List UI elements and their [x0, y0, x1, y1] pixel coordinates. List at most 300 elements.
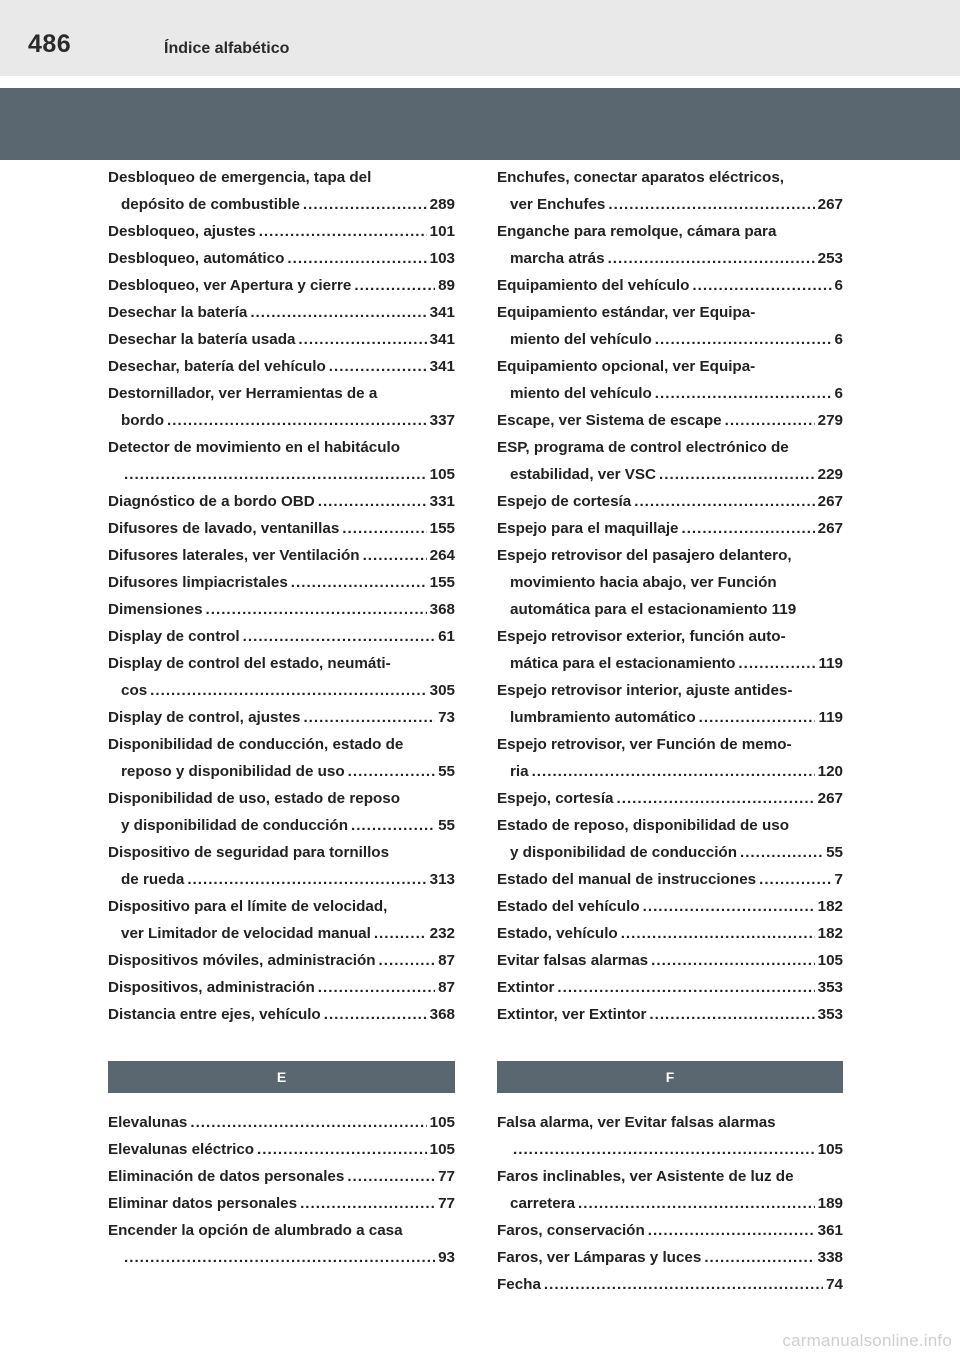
- index-term: Desechar la batería usada: [108, 331, 296, 348]
- index-line: [497, 272, 843, 299]
- page-ref: 119: [818, 655, 843, 672]
- index-entry: [497, 785, 843, 812]
- index-entry: [108, 569, 455, 596]
- dot-leader: [329, 353, 427, 380]
- index-line: [497, 785, 843, 812]
- page-ref: 267: [817, 493, 843, 510]
- dot-leader: [655, 380, 832, 407]
- index-term: Dimensiones: [108, 601, 203, 618]
- index-term: Detector de movimiento en el habitáculo: [108, 439, 400, 456]
- dot-leader: [759, 866, 831, 893]
- index-entry: [108, 1136, 455, 1163]
- index-entry: [497, 812, 843, 866]
- index-line: [108, 839, 455, 866]
- index-entry: [108, 353, 455, 380]
- page-ref: 264: [429, 547, 455, 564]
- index-line: [108, 434, 455, 461]
- index-line: [497, 407, 843, 434]
- index-term: carretera: [510, 1195, 576, 1212]
- index-group: [497, 164, 843, 1028]
- index-entry: [497, 920, 843, 947]
- page-ref: 353: [817, 979, 843, 996]
- page-ref: 105: [429, 466, 455, 483]
- dot-leader: [608, 191, 814, 218]
- dot-leader: [300, 1190, 435, 1217]
- page-ref: 267: [817, 520, 843, 537]
- index-line: [108, 569, 455, 596]
- index-entry: [108, 164, 455, 218]
- index-line: [497, 1217, 843, 1244]
- index-line: [108, 1109, 455, 1136]
- index-line: [108, 515, 455, 542]
- dot-leader: [348, 758, 435, 785]
- index-line: [497, 542, 843, 569]
- index-term: Dispositivos móviles, administración: [108, 952, 376, 969]
- index-line: [497, 677, 843, 704]
- index-term: Equipamiento estándar, ver Equipa-: [497, 304, 756, 321]
- index-line: [497, 1190, 843, 1217]
- index-term: mática para el estacionamiento: [510, 655, 736, 672]
- page-ref: 6: [834, 331, 843, 348]
- index-line: [497, 1271, 843, 1298]
- index-line: [497, 596, 843, 623]
- dot-leader: [259, 218, 427, 245]
- dot-leader: [513, 1136, 815, 1163]
- index-entry: [108, 272, 455, 299]
- index-line: [497, 380, 843, 407]
- index-term: cos: [121, 682, 148, 699]
- dot-leader: [167, 407, 427, 434]
- index-term: Disponibilidad de uso, estado de reposo: [108, 790, 400, 807]
- dot-leader: [659, 461, 815, 488]
- index-entry: [497, 947, 843, 974]
- index-entry: [497, 677, 843, 731]
- index-line: [108, 488, 455, 515]
- letter-heading: E: [108, 1061, 455, 1093]
- index-line: [108, 164, 455, 191]
- index-term: Difusores de lavado, ventanillas: [108, 520, 340, 537]
- dot-leader: [617, 785, 815, 812]
- dot-leader: [725, 407, 815, 434]
- index-term: Espejo retrovisor, ver Función de memo-: [497, 736, 792, 753]
- index-term: Eliminar datos personales: [108, 1195, 298, 1212]
- index-entry: [497, 1217, 843, 1244]
- index-line: [497, 812, 843, 839]
- page-ref: 353: [817, 1006, 843, 1023]
- dot-leader: [303, 191, 427, 218]
- index-entry: [497, 434, 843, 488]
- dot-leader: [738, 650, 815, 677]
- index-line: [497, 218, 843, 245]
- index-line: [497, 974, 843, 1001]
- index-term: Destornillador, ver Herramientas de a: [108, 385, 378, 402]
- index-term: Espejo, cortesía: [497, 790, 614, 807]
- index-term: Faros, conservación: [497, 1222, 645, 1239]
- index-term: reposo y disponibilidad de uso: [121, 763, 345, 780]
- page-ref: 119: [818, 709, 843, 726]
- index-column-left: [108, 164, 455, 1271]
- page-ref: 6: [834, 277, 843, 294]
- index-term: Falsa alarma, ver Evitar falsas alarmas: [497, 1114, 776, 1131]
- index-entry: [108, 326, 455, 353]
- index-entry: [108, 1163, 455, 1190]
- index-line: [497, 245, 843, 272]
- index-term: Estado de reposo, disponibilidad de uso: [497, 817, 789, 834]
- index-term: miento del vehículo: [510, 385, 652, 402]
- index-term: movimiento hacia abajo, ver Función: [510, 574, 777, 591]
- index-line: [108, 542, 455, 569]
- index-entry: [108, 704, 455, 731]
- dot-leader: [649, 1001, 814, 1028]
- index-line: [108, 893, 455, 920]
- dot-leader: [150, 677, 426, 704]
- index-term: Disponibilidad de conducción, estado de: [108, 736, 404, 753]
- page-ref: 337: [429, 412, 455, 429]
- index-term: Desechar la batería: [108, 304, 248, 321]
- index-term: Dispositivos, administración: [108, 979, 315, 996]
- index-term: ria: [510, 763, 529, 780]
- page-ref: 101: [429, 223, 455, 240]
- page-ref: 229: [817, 466, 843, 483]
- index-term: Display de control, ajustes: [108, 709, 301, 726]
- index-entry: [108, 434, 455, 488]
- page-ref: 155: [429, 574, 455, 591]
- index-line: [108, 326, 455, 353]
- index-term: ver Limitador de velocidad manual: [121, 925, 371, 942]
- index-entry: [108, 245, 455, 272]
- page-ref: 105: [429, 1141, 455, 1158]
- page-ref: 267: [817, 196, 843, 213]
- page-ref: 182: [817, 898, 843, 915]
- index-term: depósito de combustible: [121, 196, 300, 213]
- index-line: [108, 380, 455, 407]
- index-line: [108, 920, 455, 947]
- index-term: Escape, ver Sistema de escape: [497, 412, 722, 429]
- index-term: Equipamiento opcional, ver Equipa-: [497, 358, 756, 375]
- index-entry: [108, 542, 455, 569]
- dot-leader: [655, 326, 832, 353]
- page-ref: 338: [817, 1249, 843, 1266]
- index-entry: [108, 623, 455, 650]
- index-entry: [497, 1271, 843, 1298]
- page-ref: 341: [429, 304, 455, 321]
- index-line: [497, 893, 843, 920]
- page-ref: 87: [438, 952, 455, 969]
- page-ref: 87: [438, 979, 455, 996]
- page-ref: 93: [438, 1249, 455, 1266]
- page-ref: 313: [429, 871, 455, 888]
- index-line: [108, 1244, 455, 1271]
- index-term: Desechar, batería del vehículo: [108, 358, 326, 375]
- index-entry: [108, 1217, 455, 1271]
- index-term: Fecha: [497, 1276, 541, 1293]
- index-entry: [108, 839, 455, 893]
- dot-leader: [303, 704, 435, 731]
- index-term: Faros inclinables, ver Asistente de luz de: [497, 1168, 794, 1185]
- index-line: [108, 650, 455, 677]
- dot-leader: [243, 623, 435, 650]
- index-term: Desbloqueo, automático: [108, 250, 285, 267]
- index-line: [497, 947, 843, 974]
- index-term: Espejo retrovisor interior, ajuste antides-: [497, 682, 793, 699]
- page-ref: 253: [817, 250, 843, 267]
- index-entry: [108, 785, 455, 839]
- index-line: [497, 623, 843, 650]
- index-line: [497, 353, 843, 380]
- index-term: Diagnóstico de a bordo OBD: [108, 493, 315, 510]
- index-term: y disponibilidad de conducción: [121, 817, 348, 834]
- index-term: bordo: [121, 412, 165, 429]
- index-entry: [497, 218, 843, 272]
- dot-leader: [374, 920, 427, 947]
- dot-leader: [287, 245, 426, 272]
- index-term: Espejo retrovisor del pasajero delantero,: [497, 547, 792, 564]
- index-entry: [108, 947, 455, 974]
- index-line: [497, 461, 843, 488]
- index-entry: [497, 1109, 843, 1163]
- page-ref: 61: [438, 628, 455, 645]
- index-term: Elevalunas eléctrico: [108, 1141, 255, 1158]
- index-line: [497, 299, 843, 326]
- index-group: [497, 1109, 843, 1298]
- index-term: Espejo retrovisor exterior, función auto-: [497, 628, 786, 645]
- index-line: [497, 839, 843, 866]
- index-term: Distancia entre ejes, vehículo: [108, 1006, 321, 1023]
- index-entry: [108, 299, 455, 326]
- index-entry: [108, 596, 455, 623]
- dot-leader: [651, 947, 815, 974]
- index-entry: [497, 731, 843, 785]
- index-term: Faros, ver Lámparas y luces: [497, 1249, 702, 1266]
- index-group: [108, 1109, 455, 1271]
- index-entry: [108, 1001, 455, 1028]
- index-entry: [497, 272, 843, 299]
- page-ref: 189: [817, 1195, 843, 1212]
- index-term: Desbloqueo de emergencia, tapa del: [108, 169, 372, 186]
- index-term: Desbloqueo, ajustes: [108, 223, 256, 240]
- index-term: marcha atrás: [510, 250, 605, 267]
- index-line: [108, 407, 455, 434]
- index-entry: [497, 488, 843, 515]
- index-line: [497, 1136, 843, 1163]
- page-ref: 73: [438, 709, 455, 726]
- dot-leader: [351, 812, 435, 839]
- page-header: [0, 0, 960, 76]
- index-line: [108, 677, 455, 704]
- dot-leader: [342, 515, 426, 542]
- index-term: Equipamiento del vehículo: [497, 277, 690, 294]
- index-column-right: [497, 164, 843, 1298]
- index-line: [497, 326, 843, 353]
- index-line: [497, 1163, 843, 1190]
- page-ref: 55: [438, 763, 455, 780]
- index-line: [497, 704, 843, 731]
- index-line: [497, 866, 843, 893]
- page-ref: 341: [429, 358, 455, 375]
- page-ref: 120: [817, 763, 843, 780]
- index-term: Evitar falsas alarmas: [497, 952, 649, 969]
- dot-leader: [379, 947, 436, 974]
- index-line: [108, 758, 455, 785]
- index-term: Display de control: [108, 628, 240, 645]
- page-ref: 155: [429, 520, 455, 537]
- dot-leader: [621, 920, 815, 947]
- dot-leader: [291, 569, 427, 596]
- index-entry: [497, 623, 843, 677]
- index-term: Extintor, ver Extintor: [497, 1006, 647, 1023]
- index-term: y disponibilidad de conducción: [510, 844, 737, 861]
- index-term: Dispositivo para el límite de velocidad,: [108, 898, 388, 915]
- index-entry: [497, 407, 843, 434]
- index-entry: [497, 893, 843, 920]
- index-entry: [497, 353, 843, 407]
- index-entry: [497, 866, 843, 893]
- index-line: [497, 1109, 843, 1136]
- index-entry: [108, 974, 455, 1001]
- page-ref: 105: [817, 952, 843, 969]
- page-ref: 289: [429, 196, 455, 213]
- index-entry: [108, 650, 455, 704]
- dot-leader: [250, 299, 426, 326]
- page-ref: 6: [834, 385, 843, 402]
- index-line: [497, 515, 843, 542]
- index-line: [108, 974, 455, 1001]
- index-entry: [497, 542, 843, 623]
- dot-leader: [318, 974, 435, 1001]
- page-ref: 74: [826, 1276, 843, 1293]
- page-ref: 267: [817, 790, 843, 807]
- dot-leader: [298, 326, 426, 353]
- section-title: Índice alfabético: [164, 40, 290, 57]
- index-term: Enchufes, conectar aparatos eléctricos,: [497, 169, 784, 186]
- index-term: Espejo para el maquillaje: [497, 520, 679, 537]
- index-term: automática para el estacionamiento 119: [510, 601, 797, 618]
- dot-leader: [532, 758, 815, 785]
- dot-leader: [704, 1244, 814, 1271]
- index-term: Estado del manual de instrucciones: [497, 871, 757, 888]
- page-ref: 7: [834, 871, 843, 888]
- page-ref: 232: [429, 925, 455, 942]
- index-line: [497, 731, 843, 758]
- index-entry: [108, 218, 455, 245]
- index-line: [108, 704, 455, 731]
- index-term: lumbramiento automático: [510, 709, 696, 726]
- index-entry: [497, 974, 843, 1001]
- index-term: Display de control del estado, neumáti-: [108, 655, 391, 672]
- dot-leader: [124, 461, 427, 488]
- index-entry: [108, 1190, 455, 1217]
- page-ref: 341: [429, 331, 455, 348]
- index-line: [108, 812, 455, 839]
- page-ref: 279: [817, 412, 843, 429]
- index-line: [108, 191, 455, 218]
- dot-leader: [740, 839, 823, 866]
- index-entry: [108, 731, 455, 785]
- page-ref: 331: [429, 493, 455, 510]
- page-ref: 182: [817, 925, 843, 942]
- index-term: ver Enchufes: [510, 196, 606, 213]
- index-line: [108, 1001, 455, 1028]
- index-entry: [497, 164, 843, 218]
- dot-leader: [692, 272, 831, 299]
- index-line: [108, 785, 455, 812]
- page-number: 486: [28, 30, 72, 58]
- index-line: [497, 488, 843, 515]
- index-term: Espejo de cortesía: [497, 493, 632, 510]
- dot-leader: [257, 1136, 427, 1163]
- index-line: [497, 1244, 843, 1271]
- index-entry: [108, 488, 455, 515]
- index-line: [108, 299, 455, 326]
- index-line: [108, 1217, 455, 1244]
- index-line: [497, 434, 843, 461]
- dot-leader: [578, 1190, 815, 1217]
- index-entry: [497, 1244, 843, 1271]
- index-line: [108, 461, 455, 488]
- dot-leader: [190, 1109, 426, 1136]
- index-entry: [108, 515, 455, 542]
- page-ref: 105: [817, 1141, 843, 1158]
- index-group: [108, 164, 455, 1028]
- dot-leader: [557, 974, 814, 1001]
- dot-leader: [206, 596, 427, 623]
- index-line: [497, 569, 843, 596]
- index-term: Desbloqueo, ver Apertura y cierre: [108, 277, 352, 294]
- index-line: [108, 272, 455, 299]
- index-term: Enganche para remolque, cámara para: [497, 223, 777, 240]
- dot-leader: [363, 542, 427, 569]
- index-term: Estado, vehículo: [497, 925, 618, 942]
- index-entry: [108, 893, 455, 947]
- index-entry: [108, 1109, 455, 1136]
- dot-leader: [187, 866, 426, 893]
- dot-leader: [324, 1001, 427, 1028]
- dot-leader: [681, 515, 814, 542]
- index-term: Elevalunas: [108, 1114, 188, 1131]
- page-ref: 77: [438, 1195, 455, 1212]
- index-line: [497, 1001, 843, 1028]
- index-line: [108, 353, 455, 380]
- index-entry: [497, 515, 843, 542]
- page-ref: 368: [429, 1006, 455, 1023]
- dot-leader: [648, 1217, 815, 1244]
- index-term: Extintor: [497, 979, 555, 996]
- dot-leader: [643, 893, 815, 920]
- dot-leader: [354, 272, 435, 299]
- index-line: [497, 758, 843, 785]
- header-band: [0, 88, 960, 160]
- page-ref: 103: [429, 250, 455, 267]
- index-term: Difusores laterales, ver Ventilación: [108, 547, 360, 564]
- index-term: ESP, programa de control electrónico de: [497, 439, 789, 456]
- page-ref: 105: [429, 1114, 455, 1131]
- index-line: [108, 596, 455, 623]
- page-ref: 305: [429, 682, 455, 699]
- index-term: Encender la opción de alumbrado a casa: [108, 1222, 403, 1239]
- index-line: [108, 1190, 455, 1217]
- index-line: [497, 920, 843, 947]
- index-term: Estado del vehículo: [497, 898, 640, 915]
- letter-heading: F: [497, 1061, 843, 1093]
- index-line: [497, 164, 843, 191]
- index-term: Eliminación de datos personales: [108, 1168, 345, 1185]
- dot-leader: [318, 488, 427, 515]
- index-line: [108, 1136, 455, 1163]
- page-ref: 55: [438, 817, 455, 834]
- index-entry: [497, 299, 843, 353]
- page-ref: 368: [429, 601, 455, 618]
- watermark: carmanualsonline.info: [782, 1331, 952, 1350]
